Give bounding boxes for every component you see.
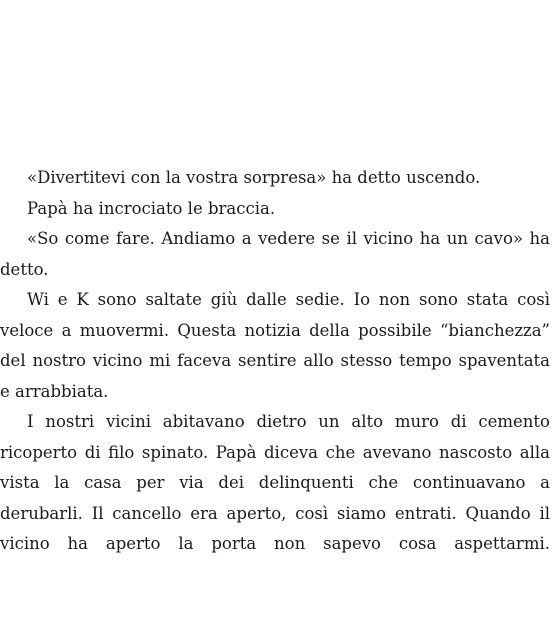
paragraph: Wi e K sono saltate giù dalle sedie. Io non sono stata così veloce a muovermi. Questa notizia della possibile “bianchezza” del nostro vicino mi faceva sentire allo stesso tempo spaventata e arrabbiata. [0,290,550,401]
paragraph: I nostri vicini abitavano dietro un alto muro di cemento ricoperto di filo spinato. Papà diceva che avevano nascosto alla vista la casa per via dei delinquenti che continuavano a derubarli. Il cancello era aperto, così siamo entrati. Quando il vicino ha aperto la porta non sapevo cosa aspettarmi. [0,412,550,553]
paragraph: «So come fare. Andiamo a vedere se il vicino ha un cavo» ha detto. [0,229,550,279]
paragraph: «Divertitevi con la vostra sorpresa» ha detto uscendo. [27,168,481,187]
paragraph: Papà ha incrociato le braccia. [27,198,276,218]
page-text [0,163,550,560]
